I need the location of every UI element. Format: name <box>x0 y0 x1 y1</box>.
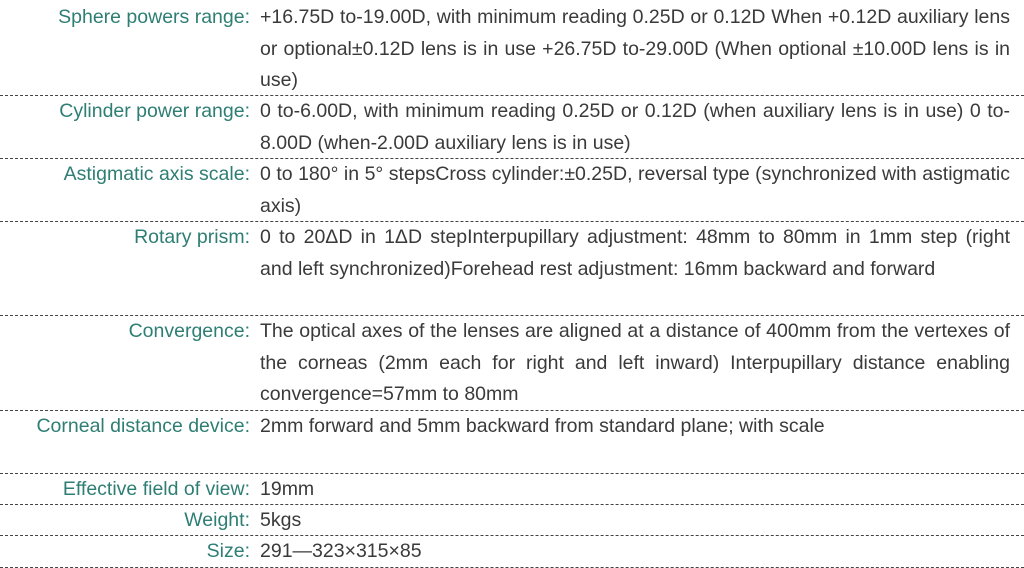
spec-value: 0 to 180° in 5° stepsCross cylinder:±0.25D, reversal type (synchronized with astigmatic axis) <box>260 163 1010 217</box>
spec-value: 0 to-6.00D, with minimum reading 0.25D or 0.12D (when auxiliary lens is in use) 0 to-8.00D (when-2.00D auxiliary lens is in use) <box>260 100 1010 154</box>
spec-label: Astigmatic axis scale: <box>63 163 250 185</box>
spec-label: Sphere powers range: <box>58 6 250 28</box>
spec-label: Effective field of view: <box>62 478 250 500</box>
spec-value: +16.75D to-19.00D, with minimum reading 0.25D or 0.12D When +0.12D auxiliary lens or optional±0.12D lens is in use +26.75D to-29.00D (When optional ±10.00D lens is in use) <box>260 6 1010 91</box>
spec-row-size <box>0 536 1024 568</box>
spec-row-effective-field-of-view <box>0 474 1024 505</box>
spec-label: Size: <box>206 540 250 562</box>
spec-row-weight <box>0 505 1024 536</box>
spec-row-astigmatic-axis-scale <box>0 159 1024 222</box>
spec-label: Cylinder power range: <box>59 100 250 122</box>
spec-label: Rotary prism: <box>134 226 250 248</box>
spec-row-rotary-prism <box>0 222 1024 316</box>
spec-row-convergence <box>0 316 1024 411</box>
spec-value: 0 to 20ΔD in 1ΔD stepInterpupillary adjustment: 48mm to 80mm in 1mm step (right and left synchronized)Forehead rest adjustment: 16mm backward and forward <box>260 226 1010 280</box>
spec-row-sphere-powers-range <box>0 0 1024 96</box>
spec-value: 19mm <box>260 478 315 500</box>
spec-value: 2mm forward and 5mm backward from standard plane; with scale <box>260 415 825 437</box>
spec-value: 291—323×315×85 <box>260 540 422 562</box>
spec-value: The optical axes of the lenses are aligned at a distance of 400mm from the vertexes of the corneas (2mm each for right and left inward) Interpupillary distance enabling convergence=57mm to 80mm <box>260 320 1010 405</box>
spec-row-corneal-distance-device <box>0 411 1024 474</box>
spec-label: Weight: <box>184 509 250 531</box>
spec-value: 5kgs <box>260 509 302 531</box>
spec-label: Convergence: <box>128 320 250 342</box>
spec-row-cylinder-power-range <box>0 96 1024 159</box>
spec-label: Corneal distance device: <box>36 415 250 437</box>
